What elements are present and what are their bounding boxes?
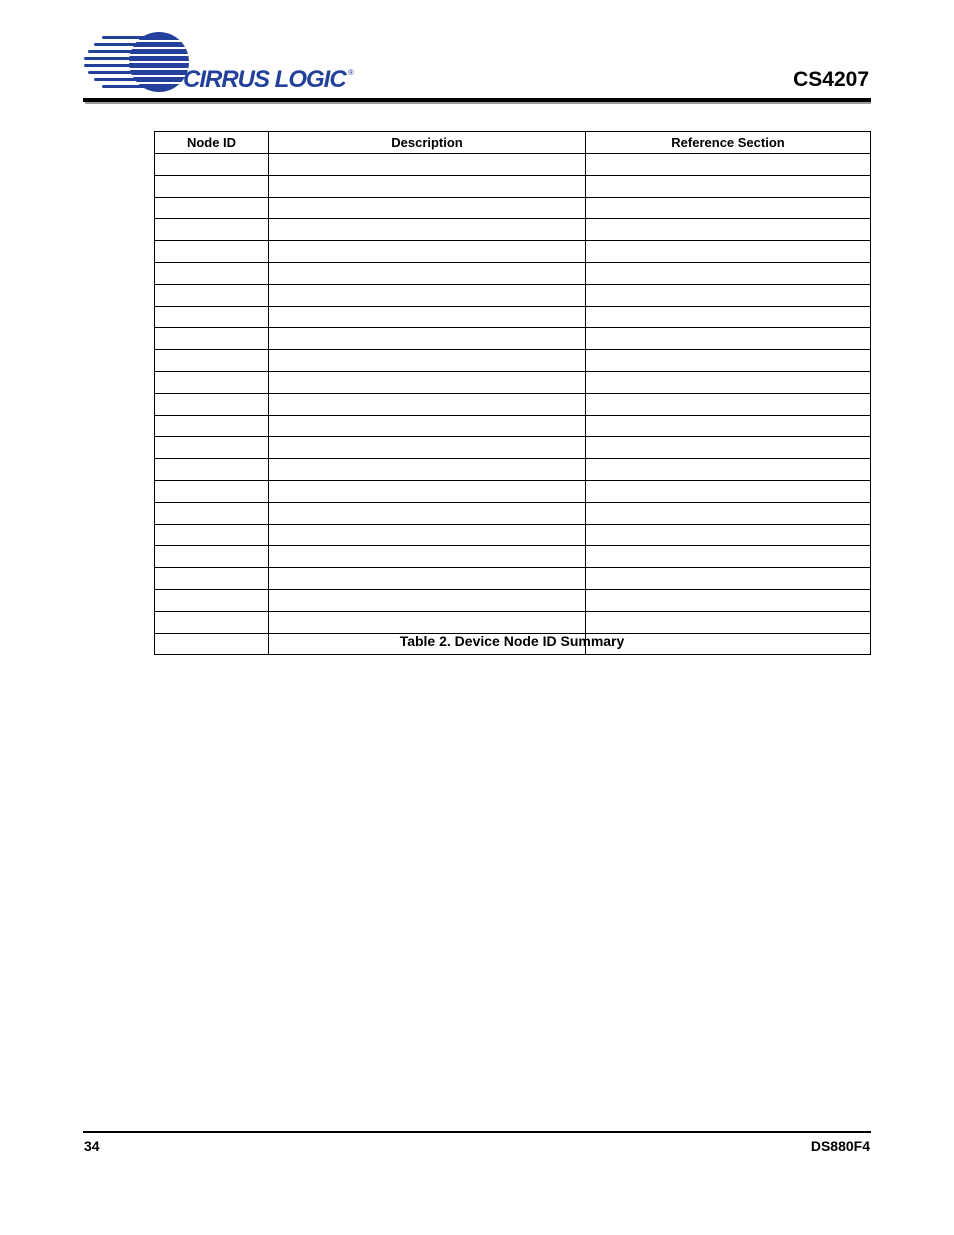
cell-node-id — [155, 219, 269, 241]
cell-node-id — [155, 328, 269, 350]
table-row — [155, 480, 871, 502]
table-row — [155, 262, 871, 284]
cell-reference-section — [586, 480, 871, 502]
cell-node-id — [155, 502, 269, 524]
cell-node-id — [155, 197, 269, 219]
cell-reference-section — [586, 589, 871, 611]
cell-reference-section — [586, 262, 871, 284]
cell-reference-section — [586, 568, 871, 590]
table-row — [155, 241, 871, 263]
cell-description — [269, 284, 586, 306]
cell-reference-section — [586, 197, 871, 219]
cell-description — [269, 350, 586, 372]
cell-description — [269, 197, 586, 219]
footer-divider — [83, 1131, 871, 1133]
cell-reference-section — [586, 306, 871, 328]
cell-reference-section — [586, 611, 871, 633]
device-node-id-table — [154, 131, 871, 655]
cell-reference-section — [586, 393, 871, 415]
table-row — [155, 219, 871, 241]
cell-description — [269, 241, 586, 263]
table-row — [155, 284, 871, 306]
cell-reference-section — [586, 415, 871, 437]
cell-description — [269, 415, 586, 437]
cell-reference-section — [586, 546, 871, 568]
cell-reference-section — [586, 175, 871, 197]
cell-node-id — [155, 415, 269, 437]
table-body — [155, 154, 871, 655]
cell-node-id — [155, 154, 269, 176]
cell-reference-section — [586, 437, 871, 459]
table-row — [155, 306, 871, 328]
cell-node-id — [155, 262, 269, 284]
cell-reference-section — [586, 371, 871, 393]
table-row — [155, 611, 871, 633]
table-row — [155, 371, 871, 393]
cell-reference-section — [586, 154, 871, 176]
cell-description — [269, 611, 586, 633]
cell-node-id — [155, 175, 269, 197]
cell-description — [269, 589, 586, 611]
column-header-node-id: Node ID — [155, 132, 269, 154]
header-divider-shadow — [85, 102, 871, 104]
table-row — [155, 154, 871, 176]
table-row — [155, 459, 871, 481]
cell-description — [269, 175, 586, 197]
cell-node-id — [155, 611, 269, 633]
cell-description — [269, 459, 586, 481]
table-row — [155, 568, 871, 590]
cirrus-logic-logo — [84, 32, 359, 94]
cell-node-id — [155, 524, 269, 546]
cell-node-id — [155, 284, 269, 306]
table-row — [155, 197, 871, 219]
registered-mark: ® — [348, 68, 354, 77]
cell-reference-section — [586, 459, 871, 481]
table-row — [155, 524, 871, 546]
cell-description — [269, 524, 586, 546]
cell-reference-section — [586, 241, 871, 263]
cell-description — [269, 546, 586, 568]
cell-reference-section — [586, 328, 871, 350]
table-row — [155, 415, 871, 437]
table-row — [155, 350, 871, 372]
cell-description — [269, 219, 586, 241]
cell-reference-section — [586, 502, 871, 524]
cell-node-id — [155, 546, 269, 568]
cell-reference-section — [586, 524, 871, 546]
cell-node-id — [155, 437, 269, 459]
cell-node-id — [155, 480, 269, 502]
logo-wordmark: CIRRUS LOGIC — [183, 66, 346, 93]
cell-node-id — [155, 459, 269, 481]
table-row — [155, 546, 871, 568]
cell-node-id — [155, 241, 269, 263]
cell-description — [269, 371, 586, 393]
table-row — [155, 437, 871, 459]
cell-node-id — [155, 350, 269, 372]
table-row — [155, 175, 871, 197]
cell-description — [269, 502, 586, 524]
cell-node-id — [155, 306, 269, 328]
page-number: 34 — [84, 1138, 100, 1154]
cell-reference-section — [586, 219, 871, 241]
product-title: CS4207 — [793, 68, 869, 91]
cell-description — [269, 437, 586, 459]
table-row — [155, 328, 871, 350]
cell-description — [269, 262, 586, 284]
column-header-reference-section: Reference Section — [586, 132, 871, 154]
cell-description — [269, 480, 586, 502]
document-code: DS880F4 — [810, 1138, 870, 1154]
cell-node-id — [155, 371, 269, 393]
cell-reference-section — [586, 350, 871, 372]
cell-node-id — [155, 393, 269, 415]
table-header-row — [155, 132, 871, 154]
cell-description — [269, 154, 586, 176]
table-caption: Table 2. Device Node ID Summary — [399, 633, 625, 649]
cell-description — [269, 393, 586, 415]
table-row — [155, 393, 871, 415]
cell-node-id — [155, 568, 269, 590]
cell-description — [269, 568, 586, 590]
cell-node-id — [155, 589, 269, 611]
table-row — [155, 502, 871, 524]
cell-reference-section — [586, 284, 871, 306]
table-row — [155, 589, 871, 611]
cell-description — [269, 306, 586, 328]
cell-description — [269, 328, 586, 350]
column-header-description: Description — [269, 132, 586, 154]
